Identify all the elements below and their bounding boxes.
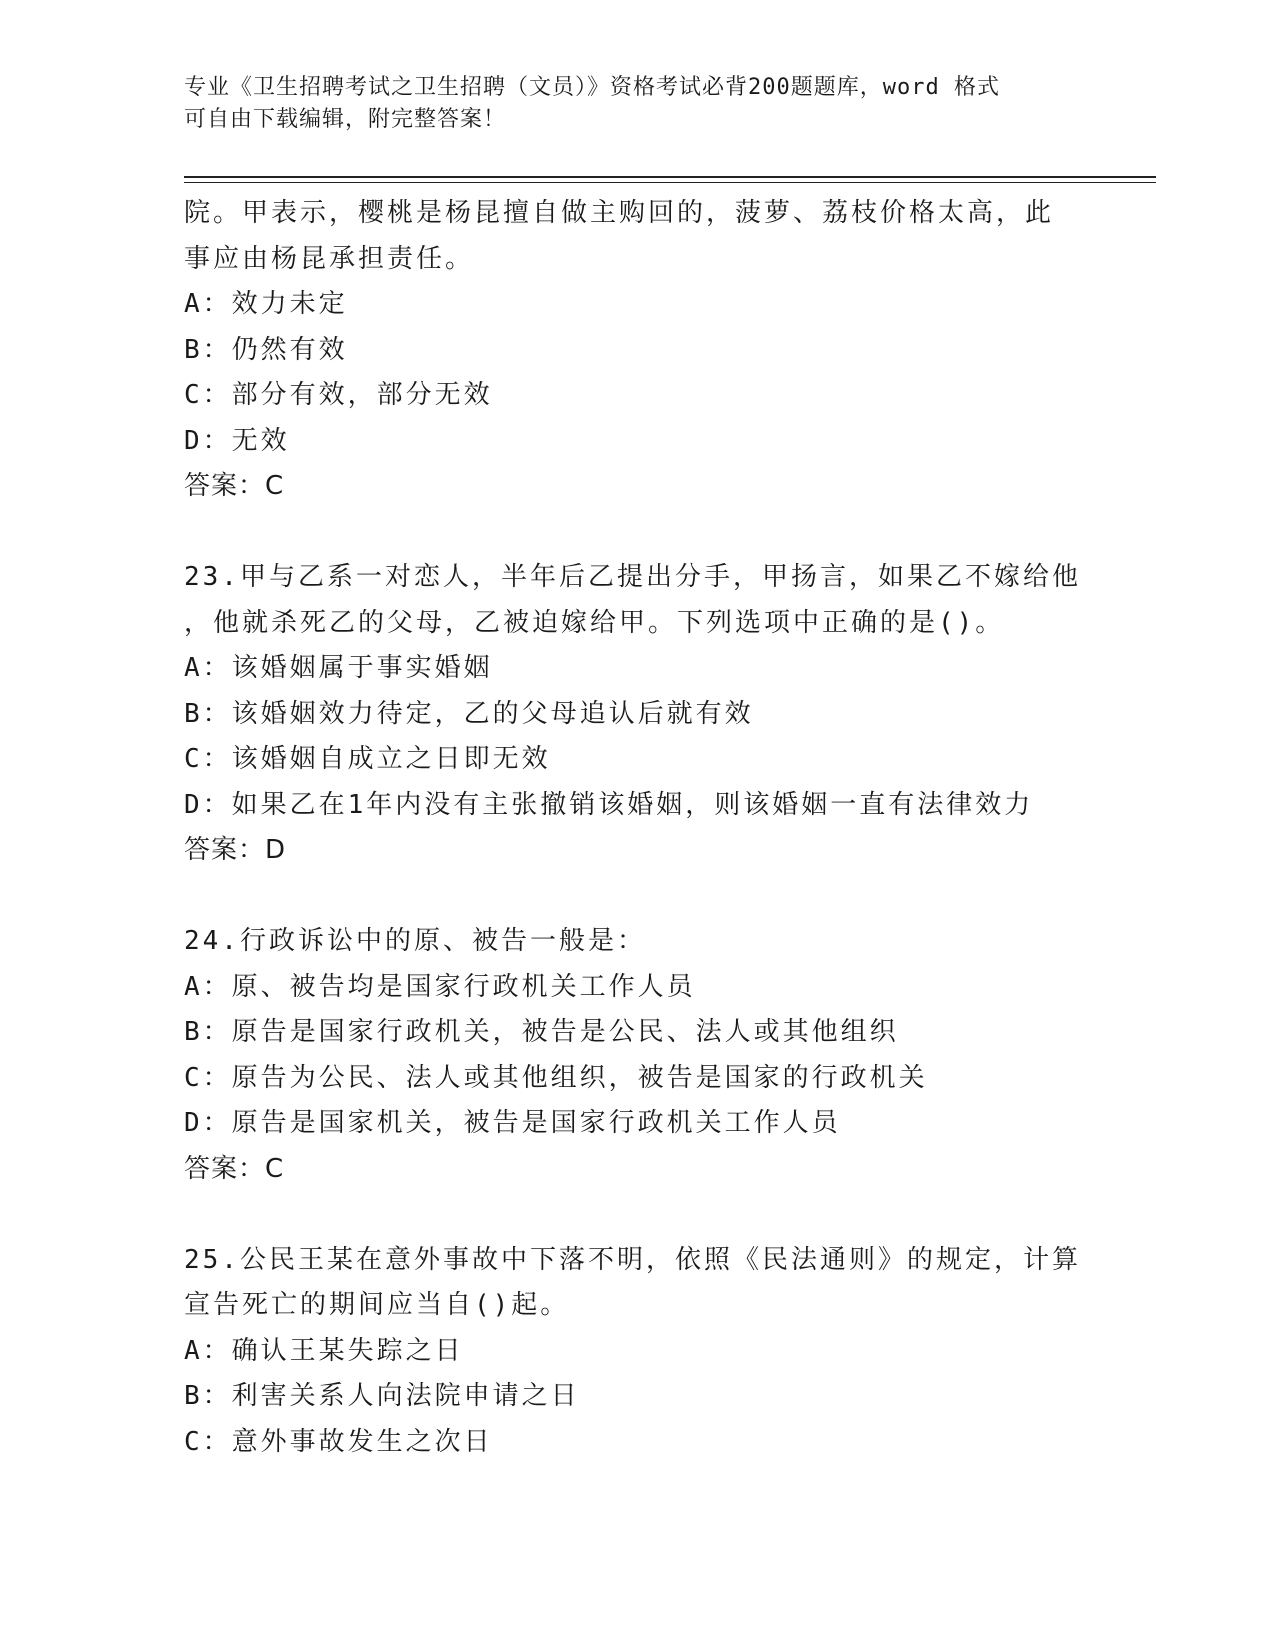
option-c: C：原告为公民、法人或其他组织，被告是国家的行政机关 [184, 1062, 928, 1093]
option-a: A：确认王某失踪之日 [184, 1335, 464, 1366]
question-content [184, 191, 1084, 1465]
option-b: B：该婚姻效力待定，乙的父母追认后就有效 [184, 698, 754, 729]
header-title-line-1: 专业《卫生招聘考试之卫生招聘（文员）》资格考试必背200题题库，word 格式 [184, 75, 1000, 100]
option-c: C：该婚姻自成立之日即无效 [184, 744, 551, 774]
header-divider-thin [184, 182, 1156, 183]
option-c: C：意外事故发生之次日 [184, 1426, 493, 1457]
question-stem-line: ，他就杀死乙的父母，乙被迫嫁给甲。下列选项中正确的是()。 [184, 607, 1005, 638]
option-d: D：无效 [184, 425, 290, 456]
answer-line: 答案：D [184, 835, 287, 865]
question-stem-line: 23.甲与乙系一对恋人，半年后乙提出分手，甲扬言，如果乙不嫁给他 [184, 562, 1081, 592]
question-25 [184, 1238, 1084, 1466]
spacer [184, 1192, 1084, 1238]
question-23 [184, 555, 1084, 874]
header-title-line-2: 可自由下载编辑，附完整答案！ [184, 107, 507, 132]
question-stem-line: 院。甲表示，樱桃是杨昆擅自做主购回的，菠萝、荔枝价格太高，此 [184, 198, 1055, 228]
option-d: D：原告是国家机关，被告是国家行政机关工作人员 [184, 1108, 841, 1138]
option-a: A：原、被告均是国家行政机关工作人员 [184, 971, 696, 1002]
document-header [184, 72, 1084, 136]
option-d: D：如果乙在1年内没有主张撤销该婚姻，则该婚姻一直有法律效力 [184, 789, 1034, 820]
answer-line: 答案：C [184, 471, 285, 501]
option-a: A：效力未定 [184, 289, 348, 319]
continued-question [184, 191, 1084, 510]
question-24 [184, 919, 1084, 1192]
answer-line: 答案：C [184, 1153, 285, 1184]
question-stem-line: 24.行政诉讼中的原、被告一般是： [184, 926, 646, 956]
header-divider-thick [184, 176, 1156, 178]
option-a: A：该婚姻属于事实婚姻 [184, 653, 493, 683]
option-c: C：部分有效，部分无效 [184, 380, 493, 410]
question-stem-line: 事应由杨昆承担责任。 [184, 243, 475, 274]
spacer [184, 874, 1084, 920]
spacer [184, 510, 1084, 556]
question-stem-line: 宣告死亡的期间应当自()起。 [184, 1290, 570, 1320]
option-b: B：利害关系人向法院申请之日 [184, 1381, 580, 1411]
option-b: B：仍然有效 [184, 334, 348, 365]
question-stem-line: 25.公民王某在意外事故中下落不明，依照《民法通则》的规定，计算 [184, 1244, 1081, 1275]
option-b: B：原告是国家行政机关，被告是公民、法人或其他组织 [184, 1017, 899, 1047]
